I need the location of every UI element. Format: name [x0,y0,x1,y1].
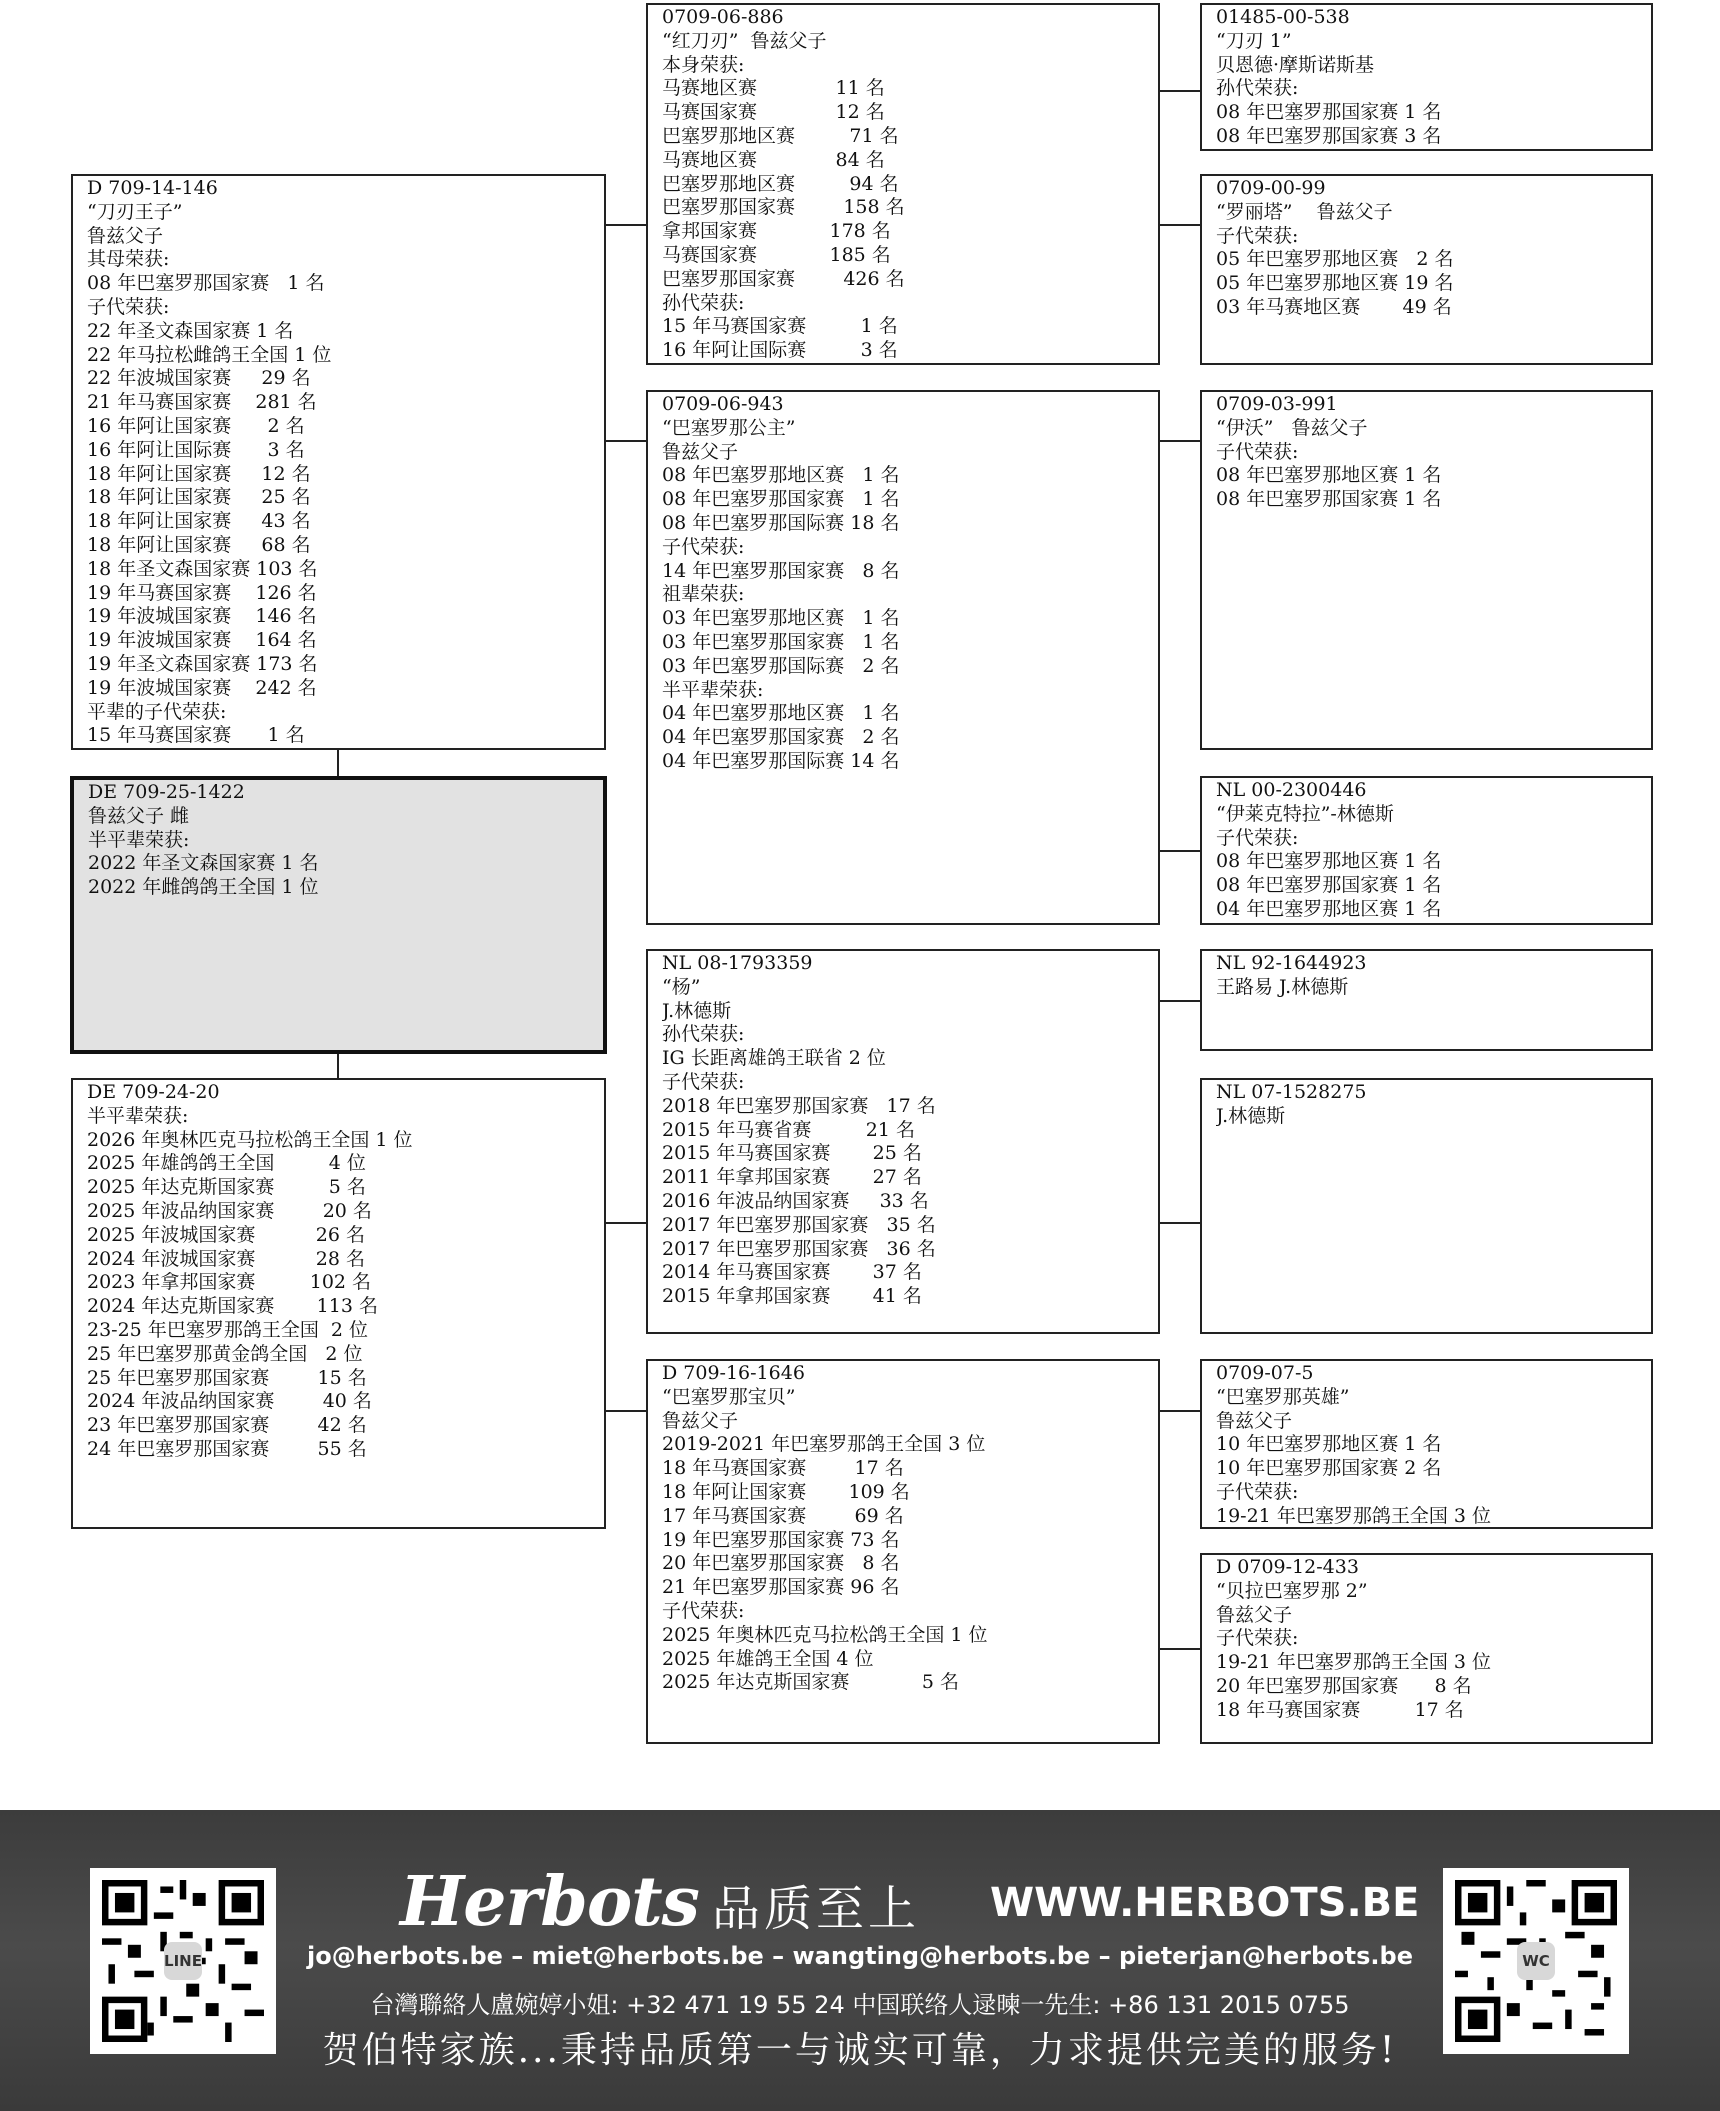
pedigree-line: DE 709-24-20 [87,1081,220,1103]
pedigree-line: 08 年巴塞罗那国际赛 18 名 [662,511,900,534]
pedigree-box-dam-sire-dam [1200,1078,1653,1334]
pedigree-line: 马赛国家赛 185 名 [662,243,891,266]
pedigree-line: 半平辈荣获: [662,678,764,701]
pedigree-line: 巴塞罗那地区赛 71 名 [662,124,899,147]
pedigree-line: “贝拉巴塞罗那 2” [1216,1579,1368,1602]
connector-sd-sds [1158,440,1200,442]
pedigree-line: J.林德斯 [662,999,732,1022]
pedigree-line: 01485-00-538 [1216,6,1350,28]
pedigree-line: 半平辈荣获: [87,1104,189,1127]
pedigree-line: 18 年马赛国家赛 17 名 [662,1457,904,1480]
pedigree-line: 19 年波城国家赛 164 名 [87,629,317,652]
pedigree-line: 2026 年奥林匹克马拉松鸽王全国 1 位 [87,1128,413,1151]
pedigree-line: 子代荣获: [1216,224,1299,247]
pedigree-box-dam-sire [646,949,1160,1334]
pedigree-line: J.林德斯 [1216,1104,1286,1127]
pedigree-line: “杨” [662,975,701,998]
pedigree-line: 2016 年波品纳国家赛 33 名 [662,1189,929,1212]
pedigree-line: 鲁兹父子 [662,1409,739,1432]
pedigree-box-dam [71,1078,606,1529]
pedigree-box-dam-dam [646,1359,1160,1744]
pedigree-line: 其母荣获: [87,248,170,271]
pedigree-line: 祖辈荣获: [662,583,745,606]
connector-ds-dss [1158,1000,1200,1002]
pedigree-line: 2025 年雄鸽鸽王全国 4 位 [87,1152,366,1175]
pedigree-line: 孙代荣获: [662,1023,745,1046]
pedigree-line: “巴塞罗那宝贝” [662,1385,796,1408]
pedigree-line: 19 年马赛国家赛 126 名 [87,581,317,604]
pedigree-line: 19-21 年巴塞罗那鸽王全国 3 位 [1216,1651,1491,1674]
pedigree-line: 半平辈荣获: [88,828,190,851]
contact-phones: 台灣聯絡人盧婉婷小姐: +32 471 19 55 24 中国联络人逯暕一先生: +86 131 2015 0755 [370,1991,1350,2019]
pedigree-box-sire-dam-dam [1200,776,1653,925]
pedigree-line: 拿邦国家赛 178 名 [662,220,891,243]
footer-banner [0,1810,1720,2111]
connector-dam-ds [604,1222,646,1224]
pedigree-line: 2024 年达克斯国家赛 113 名 [87,1295,378,1318]
pedigree-line: 2025 年雄鸽王全国 4 位 [662,1647,874,1670]
pedigree-line: 18 年马赛国家赛 17 名 [1216,1698,1464,1721]
pedigree-line: 08 年巴塞罗那国家赛 1 名 [87,272,325,295]
pedigree-line: 18 年阿让国家赛 12 名 [87,462,311,485]
pedigree-line: 2022 年圣文森国家赛 1 名 [88,852,319,875]
pedigree-line: 子代荣获: [87,295,170,318]
pedigree-box-dam-sire-sire [1200,949,1653,1051]
pedigree-line: 2022 年雌鸽鸽王全国 1 位 [88,876,319,899]
pedigree-line: 03 年马赛地区赛 49 名 [1216,295,1452,318]
pedigree-line: 08 年巴塞罗那国家赛 1 名 [1216,874,1442,897]
pedigree-line: 子代荣获: [662,535,745,558]
wechat-icon: WC [1517,1942,1555,1980]
pedigree-line: 子代荣获: [1216,1627,1299,1650]
pedigree-line: “巴塞罗那公主” [662,416,796,439]
pedigree-line: NL 08-1793359 [662,952,813,974]
pedigree-line: 25 年巴塞罗那黄金鸽全国 2 位 [87,1342,363,1365]
pedigree-line: 平辈的子代荣获: [87,700,227,723]
pedigree-line: 17 年马赛国家赛 69 名 [662,1504,904,1527]
pedigree-line: 2025 年波城国家赛 26 名 [87,1223,366,1246]
pedigree-line: 21 年巴塞罗那国家赛 96 名 [662,1576,900,1599]
pedigree-line: 巴塞罗那国家赛 426 名 [662,267,905,290]
pedigree-line: 22 年圣文森国家赛 1 名 [87,319,294,342]
pedigree-line: 15 年马赛国家赛 1 名 [662,315,898,338]
pedigree-line: NL 92-1644923 [1216,952,1367,974]
brand-slogan: 品质至上 [712,1881,921,1937]
pedigree-line: 08 年巴塞罗那地区赛 1 名 [662,464,900,487]
pedigree-line: 2011 年拿邦国家赛 27 名 [662,1166,922,1189]
line-icon: LINE [164,1942,202,1980]
pedigree-line: 08 年巴塞罗那国家赛 3 名 [1216,124,1442,147]
pedigree-line: D 709-14-146 [87,177,218,199]
pedigree-line: 2014 年马赛国家赛 37 名 [662,1261,922,1284]
website-link[interactable]: WWW.HERBOTS.BE [990,1880,1420,1926]
pedigree-line: 18 年阿让国家赛 25 名 [87,486,311,509]
pedigree-line: 22 年马拉松雌鸽王全国 1 位 [87,343,332,366]
pedigree-line: 18 年阿让国家赛 43 名 [87,510,311,533]
pedigree-line: 08 年巴塞罗那地区赛 1 名 [1216,850,1442,873]
pedigree-line: 19 年巴塞罗那国家赛 73 名 [662,1528,900,1551]
pedigree-line: 0709-00-99 [1216,177,1326,199]
pedigree-line: NL 07-1528275 [1216,1081,1367,1103]
pedigree-line: 03 年巴塞罗那地区赛 1 名 [662,607,900,630]
pedigree-line: 2025 年波品纳国家赛 20 名 [87,1199,372,1222]
pedigree-line: 马赛地区赛 84 名 [662,148,885,171]
pedigree-line: 21 年马赛国家赛 281 名 [87,391,317,414]
pedigree-line: 马赛地区赛 11 名 [662,77,885,100]
pedigree-line: 16 年阿让国家赛 2 名 [87,414,305,437]
pedigree-line: 本身荣获: [662,53,745,76]
pedigree-line: “刀刃王子” [87,200,183,223]
pedigree-line: 孙代荣获: [662,291,745,314]
pedigree-line: 23 年巴塞罗那国家赛 42 名 [87,1414,367,1437]
connector-sire-sd [604,440,646,442]
pedigree-line: 08 年巴塞罗那国家赛 1 名 [1216,488,1442,511]
pedigree-line: 0709-06-943 [662,393,784,415]
pedigree-line: 2018 年巴塞罗那国家赛 17 名 [662,1094,936,1117]
pedigree-line: 2015 年拿邦国家赛 41 名 [662,1285,922,1308]
pedigree-line: 04 年巴塞罗那国际赛 14 名 [662,749,900,772]
pedigree-line: 16 年阿让国际赛 3 名 [87,438,305,461]
pedigree-box-sire-sire [646,3,1160,365]
pedigree-line: 04 年巴塞罗那国家赛 2 名 [662,726,900,749]
pedigree-line: 巴塞罗那地区赛 94 名 [662,172,899,195]
pedigree-box-dam-dam-sire [1200,1359,1653,1529]
pedigree-line: 18 年阿让国家赛 68 名 [87,533,311,556]
pedigree-line: 23-25 年巴塞罗那鸽王全国 2 位 [87,1318,369,1341]
herbots-logo: Herbots [400,1862,699,1942]
pedigree-line: 19 年波城国家赛 146 名 [87,605,317,628]
pedigree-line: DE 709-25-1422 [88,781,245,803]
pedigree-box-sire-sire-dam [1200,174,1653,365]
pedigree-line: D 709-16-1646 [662,1362,805,1384]
pedigree-line: 08 年巴塞罗那国家赛 1 名 [662,488,900,511]
pedigree-line: 0709-06-886 [662,6,784,28]
pedigree-line: 鲁兹父子 [662,440,739,463]
connector-dd-dds [1158,1410,1200,1412]
pedigree-box-sire-dam-sire [1200,390,1653,750]
pedigree-line: 05 年巴塞罗那地区赛 2 名 [1216,248,1454,271]
pedigree-line: 16 年阿让国际赛 3 名 [662,339,898,362]
connector-subject-dam [337,1052,339,1078]
pedigree-line: 08 年巴塞罗那国家赛 1 名 [1216,101,1442,124]
pedigree-line: 2023 年拿邦国家赛 102 名 [87,1271,372,1294]
pedigree-line: 马赛国家赛 12 名 [662,101,885,124]
pedigree-line: 2025 年达克斯国家赛 5 名 [87,1176,366,1199]
connector-sire-ss [604,224,646,226]
pedigree-line: 子代荣获: [662,1070,745,1093]
pedigree-line: “伊沃” 鲁兹父子 [1216,416,1368,439]
pedigree-line: 子代荣获: [1216,1480,1299,1503]
pedigree-line: 2025 年奥林匹克马拉松鸽王全国 1 位 [662,1623,988,1646]
pedigree-line: 04 年巴塞罗那地区赛 1 名 [662,702,900,725]
pedigree-box-sire-sire-sire [1200,3,1653,151]
pedigree-line: 19 年波城国家赛 242 名 [87,676,317,699]
pedigree-line: 18 年圣文森国家赛 103 名 [87,557,318,580]
pedigree-line: 鲁兹父子 [1216,1409,1293,1432]
pedigree-line: 20 年巴塞罗那国家赛 8 名 [662,1552,900,1575]
pedigree-line: 巴塞罗那国家赛 158 名 [662,196,905,219]
pedigree-box-sire [71,174,606,750]
pedigree-box-subject [70,776,607,1054]
pedigree-line: 贝恩德·摩斯诺斯基 [1216,53,1375,76]
pedigree-line: 04 年巴塞罗那地区赛 1 名 [1216,897,1442,920]
pedigree-line: 10 年巴塞罗那地区赛 1 名 [1216,1433,1442,1456]
pedigree-line: “巴塞罗那英雄” [1216,1385,1350,1408]
pedigree-line: 子代荣获: [662,1599,745,1622]
pedigree-line: 08 年巴塞罗那地区赛 1 名 [1216,464,1442,487]
qr-code-left[interactable] [90,1868,276,2054]
connector-sire-subject [337,748,339,776]
pedigree-line: “刀刃 1” [1216,29,1292,52]
pedigree-line: 20 年巴塞罗那国家赛 8 名 [1216,1674,1472,1697]
pedigree-line: 子代荣获: [1216,440,1299,463]
connector-ss-sss [1158,90,1200,92]
pedigree-line: 2015 年马赛省赛 21 名 [662,1118,915,1141]
connector-ss-ssd [1158,224,1200,226]
pedigree-line: 24 年巴塞罗那国家赛 55 名 [87,1437,367,1460]
pedigree-line: 鲁兹父子 雌 [88,804,190,827]
pedigree-line: 10 年巴塞罗那国家赛 2 名 [1216,1457,1442,1480]
pedigree-line: IG 长距离雄鸽王联省 2 位 [662,1047,886,1070]
email-list[interactable]: jo@herbots.be – miet@herbots.be – wangting@herbots.be – pieterjan@herbots.be [306,1942,1413,1970]
pedigree-line: D 0709-12-433 [1216,1556,1359,1578]
pedigree-line: 2017 年巴塞罗那国家赛 35 名 [662,1213,936,1236]
pedigree-line: 0709-07-5 [1216,1362,1314,1384]
tagline: 贺伯特家族...秉持品质第一与诚实可靠，力求提供完美的服务! [322,2030,1398,2071]
pedigree-box-dam-dam-dam [1200,1553,1653,1744]
connector-ds-dsd [1158,1222,1200,1224]
pedigree-line: 鲁兹父子 [87,224,164,247]
pedigree-line: 2024 年波城国家赛 28 名 [87,1247,366,1270]
pedigree-line: “罗丽塔” 鲁兹父子 [1216,200,1393,223]
pedigree-line: 子代荣获: [1216,826,1299,849]
pedigree-line: 2017 年巴塞罗那国家赛 36 名 [662,1237,936,1260]
connector-sd-sdd [1158,850,1200,852]
connector-dd-ddd [1158,1648,1200,1650]
pedigree-line: 2024 年波品纳国家赛 40 名 [87,1390,372,1413]
pedigree-line: 2025 年达克斯国家赛 5 名 [662,1671,959,1694]
pedigree-line: “伊莱克特拉”-林德斯 [1216,802,1394,825]
pedigree-line: 19 年圣文森国家赛 173 名 [87,652,318,675]
pedigree-line: “红刀刃” 鲁兹父子 [662,29,827,52]
qr-code-right[interactable] [1443,1868,1629,2054]
pedigree-line: 22 年波城国家赛 29 名 [87,367,311,390]
pedigree-box-sire-dam [646,390,1160,925]
pedigree-line: 2015 年马赛国家赛 25 名 [662,1142,922,1165]
pedigree-line: 0709-03-991 [1216,393,1338,415]
pedigree-line: 19-21 年巴塞罗那鸽王全国 3 位 [1216,1504,1491,1527]
brand-row [400,1862,1420,1942]
pedigree-line: 25 年巴塞罗那国家赛 15 名 [87,1366,367,1389]
pedigree-line: 王路易 J.林德斯 [1216,975,1349,998]
pedigree-line: 05 年巴塞罗那地区赛 19 名 [1216,272,1454,295]
pedigree-line: 18 年阿让国家赛 109 名 [662,1480,910,1503]
pedigree-line: 孙代荣获: [1216,77,1299,100]
pedigree-line: 03 年巴塞罗那国际赛 2 名 [662,654,900,677]
pedigree-line: 2019-2021 年巴塞罗那鸽王全国 3 位 [662,1433,986,1456]
pedigree-line: 03 年巴塞罗那国家赛 1 名 [662,630,900,653]
connector-dam-dd [604,1410,646,1412]
pedigree-line: 15 年马赛国家赛 1 名 [87,724,305,747]
pedigree-line: 鲁兹父子 [1216,1603,1293,1626]
pedigree-line: 14 年巴塞罗那国家赛 8 名 [662,559,900,582]
pedigree-line: NL 00-2300446 [1216,779,1367,801]
